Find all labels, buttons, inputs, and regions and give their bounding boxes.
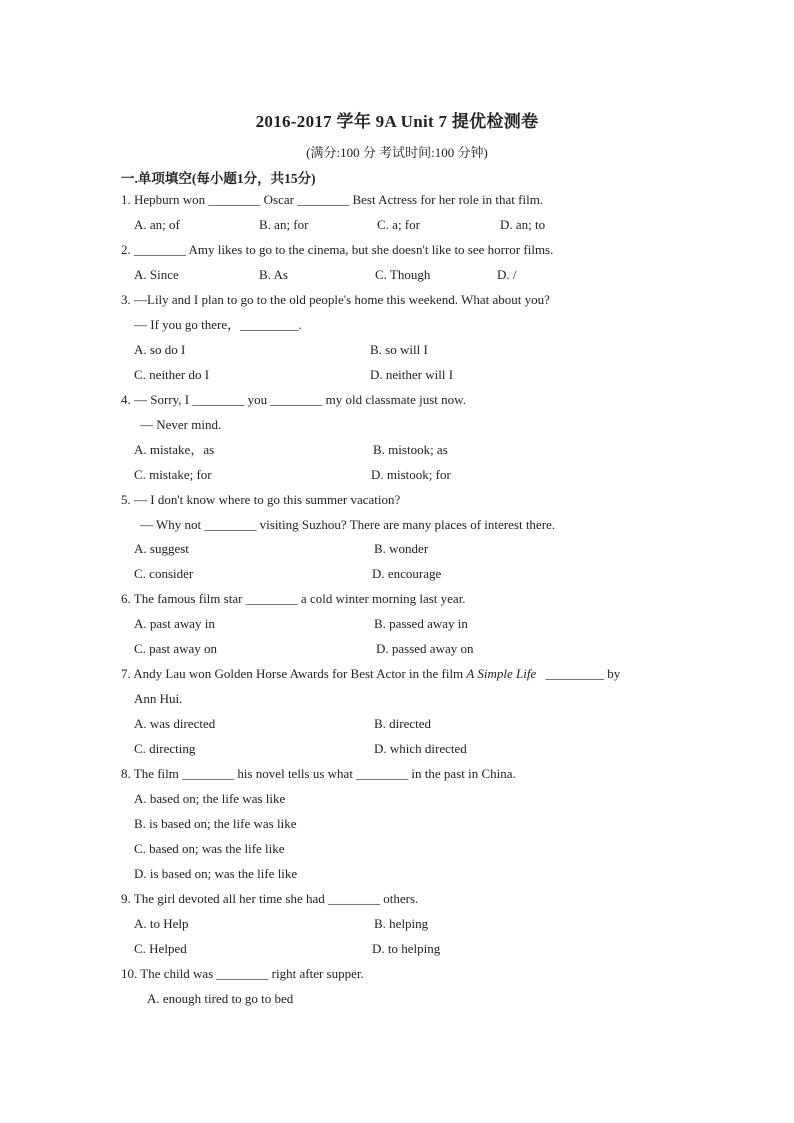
q3-option-b: B. so will I [370, 342, 428, 357]
q3-option-d: D. neither will I [370, 367, 454, 382]
q4-option-c: C. mistake; for [134, 467, 212, 482]
exam-subtitle: (满分:100 分 考试时间:100 分钟) [306, 145, 488, 160]
q8-option-b: B. is based on; the life was like [134, 816, 297, 831]
question-7-text: 7. Andy Lau won Golden Horse Awards for Best Actor in the film [121, 666, 464, 681]
question-7-blank: _________ by [545, 666, 621, 681]
question-5-stem: 5. — I don't know where to go this summer vacation? [121, 492, 401, 507]
q8-option-d: D. is based on; was the life like [134, 866, 298, 881]
q4-option-b: B. mistook; as [373, 442, 448, 457]
q5-option-c: C. consider [134, 566, 194, 581]
q5-option-d: D. encourage [372, 566, 442, 581]
q7-option-a: A. was directed [134, 716, 216, 731]
q9-option-b: B. helping [374, 916, 429, 931]
q6-option-c: C. past away on [134, 641, 218, 656]
q2-option-d: D. / [497, 267, 517, 282]
question-6-stem: 6. The famous film star ________ a cold winter morning last year. [121, 591, 466, 606]
q5-option-a: A. suggest [134, 541, 189, 556]
q6-option-b: B. passed away in [374, 616, 468, 631]
q1-option-c: C. a; for [377, 217, 420, 232]
q5-option-b: B. wonder [374, 541, 429, 556]
question-5-reply: — Why not ________ visiting Suzhou? There are many places of interest there. [140, 517, 556, 532]
q6-option-d: D. passed away on [376, 641, 474, 656]
q1-option-b: B. an; for [259, 217, 309, 232]
q4-option-a: A. mistake，as [134, 442, 215, 457]
q8-option-c: C. based on; was the life like [134, 841, 285, 856]
q9-option-d: D. to helping [372, 941, 441, 956]
q7-option-b: B. directed [374, 716, 432, 731]
q2-option-a: A. Since [134, 267, 179, 282]
q9-option-a: A. to Help [134, 916, 189, 931]
q9-option-c: C. Helped [134, 941, 187, 956]
question-10-stem: 10. The child was ________ right after supper. [121, 966, 364, 981]
section-heading: 一.单项填空(每小题1分，共15分) [121, 171, 316, 186]
question-8-stem: 8. The film ________ his novel tells us what ________ in the past in China. [121, 766, 516, 781]
question-3-stem: 3. —Lily and I plan to go to the old people's home this weekend. What about you? [121, 292, 550, 307]
q2-option-b: B. As [259, 267, 288, 282]
q1-option-a: A. an; of [134, 217, 180, 232]
q7-option-d: D. which directed [374, 741, 467, 756]
q6-option-a: A. past away in [134, 616, 215, 631]
q3-option-a: A. so do I [134, 342, 186, 357]
q10-option-a: A. enough tired to go to bed [147, 991, 294, 1006]
question-2-stem: 2. ________ Amy likes to go to the cinema, but she doesn't like to see horror films. [121, 242, 554, 257]
question-3-reply: — If you go there，_________. [134, 317, 302, 332]
question-1-stem: 1. Hepburn won ________ Oscar ________ Best Actress for her role in that film. [121, 192, 544, 207]
q4-option-d: D. mistook; for [371, 467, 451, 482]
q3-option-c: C. neither do I [134, 367, 210, 382]
q8-option-a: A. based on; the life was like [134, 791, 286, 806]
exam-title: 2016-2017 学年 9A Unit 7 提优检测卷 [255, 112, 539, 131]
question-4-stem: 4. — Sorry, I ________ you ________ my old classmate just now. [121, 392, 466, 407]
question-7-continuation: Ann Hui. [134, 691, 183, 706]
question-4-reply: — Never mind. [140, 417, 222, 432]
q7-option-c: C. directing [134, 741, 196, 756]
q2-option-c: C. Though [375, 267, 431, 282]
question-7-stem [121, 666, 620, 682]
film-title: A Simple Life [466, 666, 537, 681]
question-9-stem: 9. The girl devoted all her time she had ________ others. [121, 891, 419, 906]
q1-option-d: D. an; to [500, 217, 546, 232]
